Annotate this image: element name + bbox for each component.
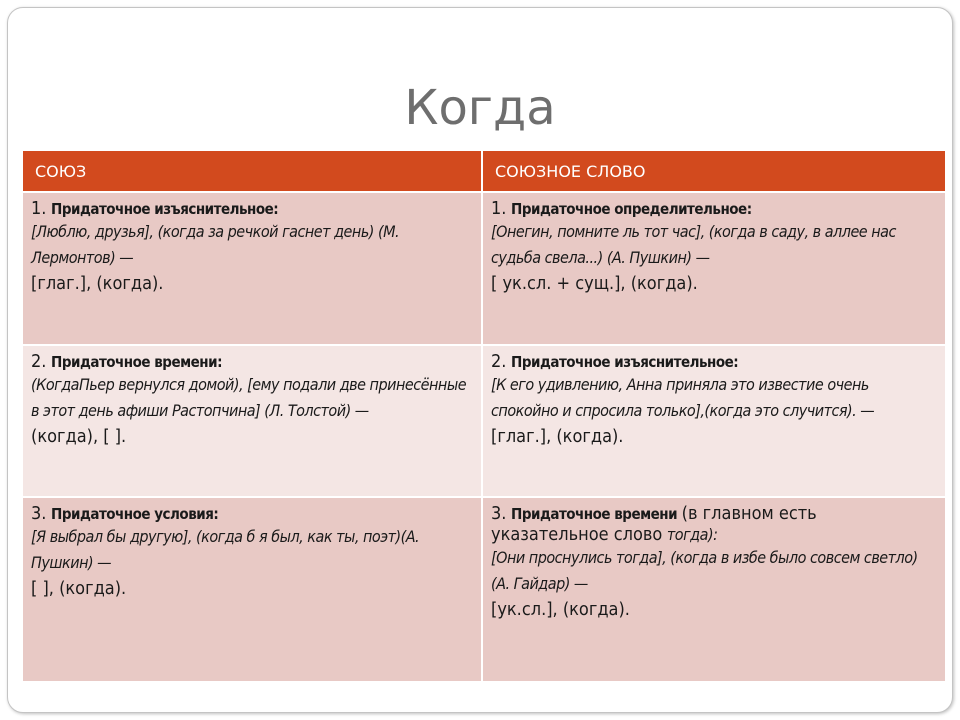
table-row [23, 345, 945, 497]
clause-type: Придаточное времени [511, 505, 678, 523]
example-sentence: [Онегин, помните ль тот час], (когда в саду, в аллее нас судьба свела...) (А. Пушкин) — [491, 222, 896, 267]
cell-conjunction-2 [23, 345, 482, 497]
example-sentence: [Люблю, друзья], (когда за речкой гаснет день) (М. Лермонтов) — [31, 222, 400, 267]
table-row [23, 497, 945, 681]
header-conjunctive-word: СОЮЗНОЕ СЛОВО [482, 151, 945, 192]
cell-conjunction-1 [23, 192, 482, 345]
cell-conjunctive-word-3 [482, 497, 945, 681]
conjunction-table [23, 151, 945, 681]
clause-type: Придаточное времени: [51, 353, 222, 371]
clause-note: (в главном есть указательное слово [491, 503, 817, 545]
item-number: 3. [491, 503, 507, 524]
slide-title: Когда [404, 80, 556, 136]
cell-conjunction-3 [23, 497, 482, 681]
item-number: 2. [31, 351, 47, 372]
clause-type: Придаточное изъяснительное: [511, 353, 739, 371]
item-number: 1. [491, 198, 507, 219]
table-header-row [23, 151, 945, 192]
item-number: 1. [31, 198, 47, 219]
example-sentence: [Они проснулись тогда], (когда в избе было совсем светло) (А. Гайдар) — [491, 548, 918, 593]
header-conjunction: СОЮЗ [23, 151, 482, 192]
sentence-scheme: [ ук.сл. + сущ.], (когда). [491, 273, 698, 294]
sentence-scheme: [глаг.], (когда). [491, 426, 624, 447]
example-sentence: [Я выбрал бы другую], (когда б я был, как ты, поэт)(А. Пушкин) — [31, 527, 420, 572]
cell-conjunctive-word-2 [482, 345, 945, 497]
item-number: 2. [491, 351, 507, 372]
cell-conjunctive-word-1 [482, 192, 945, 345]
example-sentence: [К его удивлению, Анна приняла это известие очень спокойно и спросила только],(когда это случится). — [491, 375, 875, 420]
sentence-scheme: [глаг.], (когда). [31, 273, 164, 294]
indicator-word: тогда): [666, 525, 718, 544]
table-row [23, 192, 945, 345]
clause-type: Придаточное изъяснительное: [51, 200, 279, 218]
sentence-scheme: [ук.сл.], (когда). [491, 599, 630, 620]
example-sentence: (КогдаПьер вернулся домой), [ему подали две принесённые в этот день афиши Растопчина] (Л. Толстой) — [31, 375, 467, 420]
sentence-scheme: (когда), [ ]. [31, 426, 127, 447]
clause-type: Придаточное условия: [51, 505, 219, 523]
sentence-scheme: [ ], (когда). [31, 578, 127, 599]
clause-type: Придаточное определительное: [511, 200, 752, 218]
item-number: 3. [31, 503, 47, 524]
